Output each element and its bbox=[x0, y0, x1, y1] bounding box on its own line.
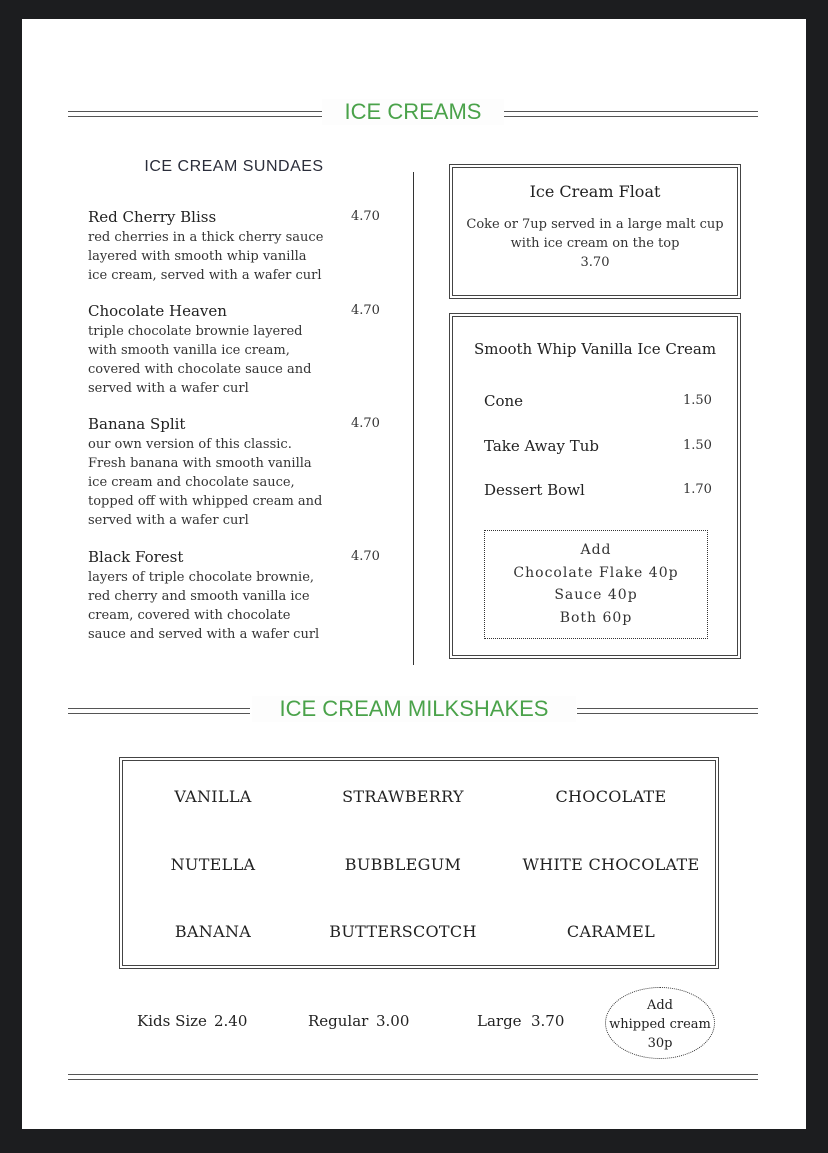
header-rule-left bbox=[68, 111, 324, 117]
size-large-label: Large bbox=[477, 1012, 522, 1030]
addon-line: Both 60p bbox=[559, 609, 633, 626]
description-line: red cherry and smooth vanilla ice bbox=[88, 589, 310, 604]
float-description bbox=[449, 215, 741, 272]
section-title-ice-creams: ICE CREAMS bbox=[322, 99, 504, 125]
sundae-description bbox=[88, 568, 319, 644]
size-regular-label: Regular bbox=[308, 1012, 369, 1030]
size-regular-price: 3.00 bbox=[376, 1012, 410, 1030]
flavour-item: NUTELLA bbox=[170, 855, 256, 874]
flavour-item: BUTTERSCOTCH bbox=[329, 922, 477, 941]
vanilla-item-price: 1.50 bbox=[683, 393, 712, 408]
addon-line: Chocolate Flake 40p bbox=[513, 564, 679, 581]
header-rule-right bbox=[504, 111, 758, 117]
header-rule-right bbox=[577, 708, 758, 714]
sundae-description bbox=[88, 435, 322, 530]
footer-rule bbox=[68, 1074, 758, 1080]
sundaes-title: ICE CREAM SUNDAES bbox=[144, 158, 324, 175]
float-title: Ice Cream Float bbox=[529, 182, 661, 201]
vanilla-item-name: Cone bbox=[484, 392, 524, 410]
sundae-name: Red Cherry Bliss bbox=[88, 208, 217, 226]
size-kids-label: Kids Size bbox=[137, 1012, 207, 1030]
description-line: red cherries in a thick cherry sauce bbox=[88, 230, 324, 245]
description-line: Fresh banana with smooth vanilla bbox=[88, 456, 312, 471]
size-large-price: 3.70 bbox=[531, 1012, 565, 1030]
description-line: cream, covered with chocolate bbox=[88, 608, 291, 623]
header-rule-left bbox=[68, 708, 250, 714]
description-line: with ice cream on the top bbox=[510, 236, 680, 251]
addon-line: Add bbox=[580, 542, 612, 558]
addons-list bbox=[484, 539, 708, 629]
addon-line: Sauce 40p bbox=[554, 587, 638, 603]
description-line: served with a wafer curl bbox=[88, 381, 249, 396]
vanilla-item-name: Dessert Bowl bbox=[484, 481, 585, 499]
vanilla-item-name: Take Away Tub bbox=[484, 437, 599, 455]
menu-page bbox=[22, 19, 806, 1129]
description-line: triple chocolate brownie layered bbox=[88, 324, 303, 339]
whipped-cream-text bbox=[602, 996, 718, 1053]
description-line: layered with smooth whip vanilla bbox=[88, 249, 307, 264]
flavour-item: CHOCOLATE bbox=[555, 787, 667, 806]
flavour-item: WHITE CHOCOLATE bbox=[522, 855, 700, 874]
flavour-item: CARAMEL bbox=[566, 922, 656, 941]
sundae-description bbox=[88, 228, 323, 285]
sundae-name: Black Forest bbox=[88, 548, 184, 566]
vanilla-item-price: 1.50 bbox=[683, 438, 712, 453]
whipped-line: whipped cream bbox=[609, 1017, 711, 1032]
whipped-line: 30p bbox=[647, 1036, 673, 1051]
description-line: ice cream, served with a wafer curl bbox=[88, 268, 322, 283]
vanilla-title: Smooth Whip Vanilla Ice Cream bbox=[473, 340, 717, 358]
sundae-name: Banana Split bbox=[88, 415, 186, 433]
description-line: covered with chocolate sauce and bbox=[88, 362, 312, 377]
flavour-item: BANANA bbox=[174, 922, 252, 941]
description-line: topped off with whipped cream and bbox=[88, 494, 323, 509]
description-line: layers of triple chocolate brownie, bbox=[88, 570, 315, 585]
description-line: Coke or 7up served in a large malt cup bbox=[466, 217, 724, 232]
whipped-line: Add bbox=[646, 998, 674, 1013]
flavour-item: VANILLA bbox=[174, 787, 252, 806]
flavour-item: STRAWBERRY bbox=[342, 787, 464, 806]
description-line: our own version of this classic. bbox=[88, 437, 292, 452]
vanilla-item-price: 1.70 bbox=[683, 482, 712, 497]
sundae-price: 4.70 bbox=[351, 549, 380, 564]
section-title-milkshakes: ICE CREAM MILKSHAKES bbox=[252, 696, 576, 722]
sundae-name: Chocolate Heaven bbox=[88, 302, 227, 320]
column-divider bbox=[413, 172, 414, 665]
description-line: ice cream and chocolate sauce, bbox=[88, 475, 295, 490]
sundae-price: 4.70 bbox=[351, 303, 380, 318]
sundae-description bbox=[88, 322, 311, 398]
flavour-item: BUBBLEGUM bbox=[344, 855, 462, 874]
sundae-price: 4.70 bbox=[351, 416, 380, 431]
sundae-price: 4.70 bbox=[351, 209, 380, 224]
description-line: sauce and served with a wafer curl bbox=[88, 627, 320, 642]
description-line: served with a wafer curl bbox=[88, 513, 249, 528]
float-price: 3.70 bbox=[580, 255, 610, 270]
size-kids-price: 2.40 bbox=[214, 1012, 248, 1030]
description-line: with smooth vanilla ice cream, bbox=[88, 343, 290, 358]
